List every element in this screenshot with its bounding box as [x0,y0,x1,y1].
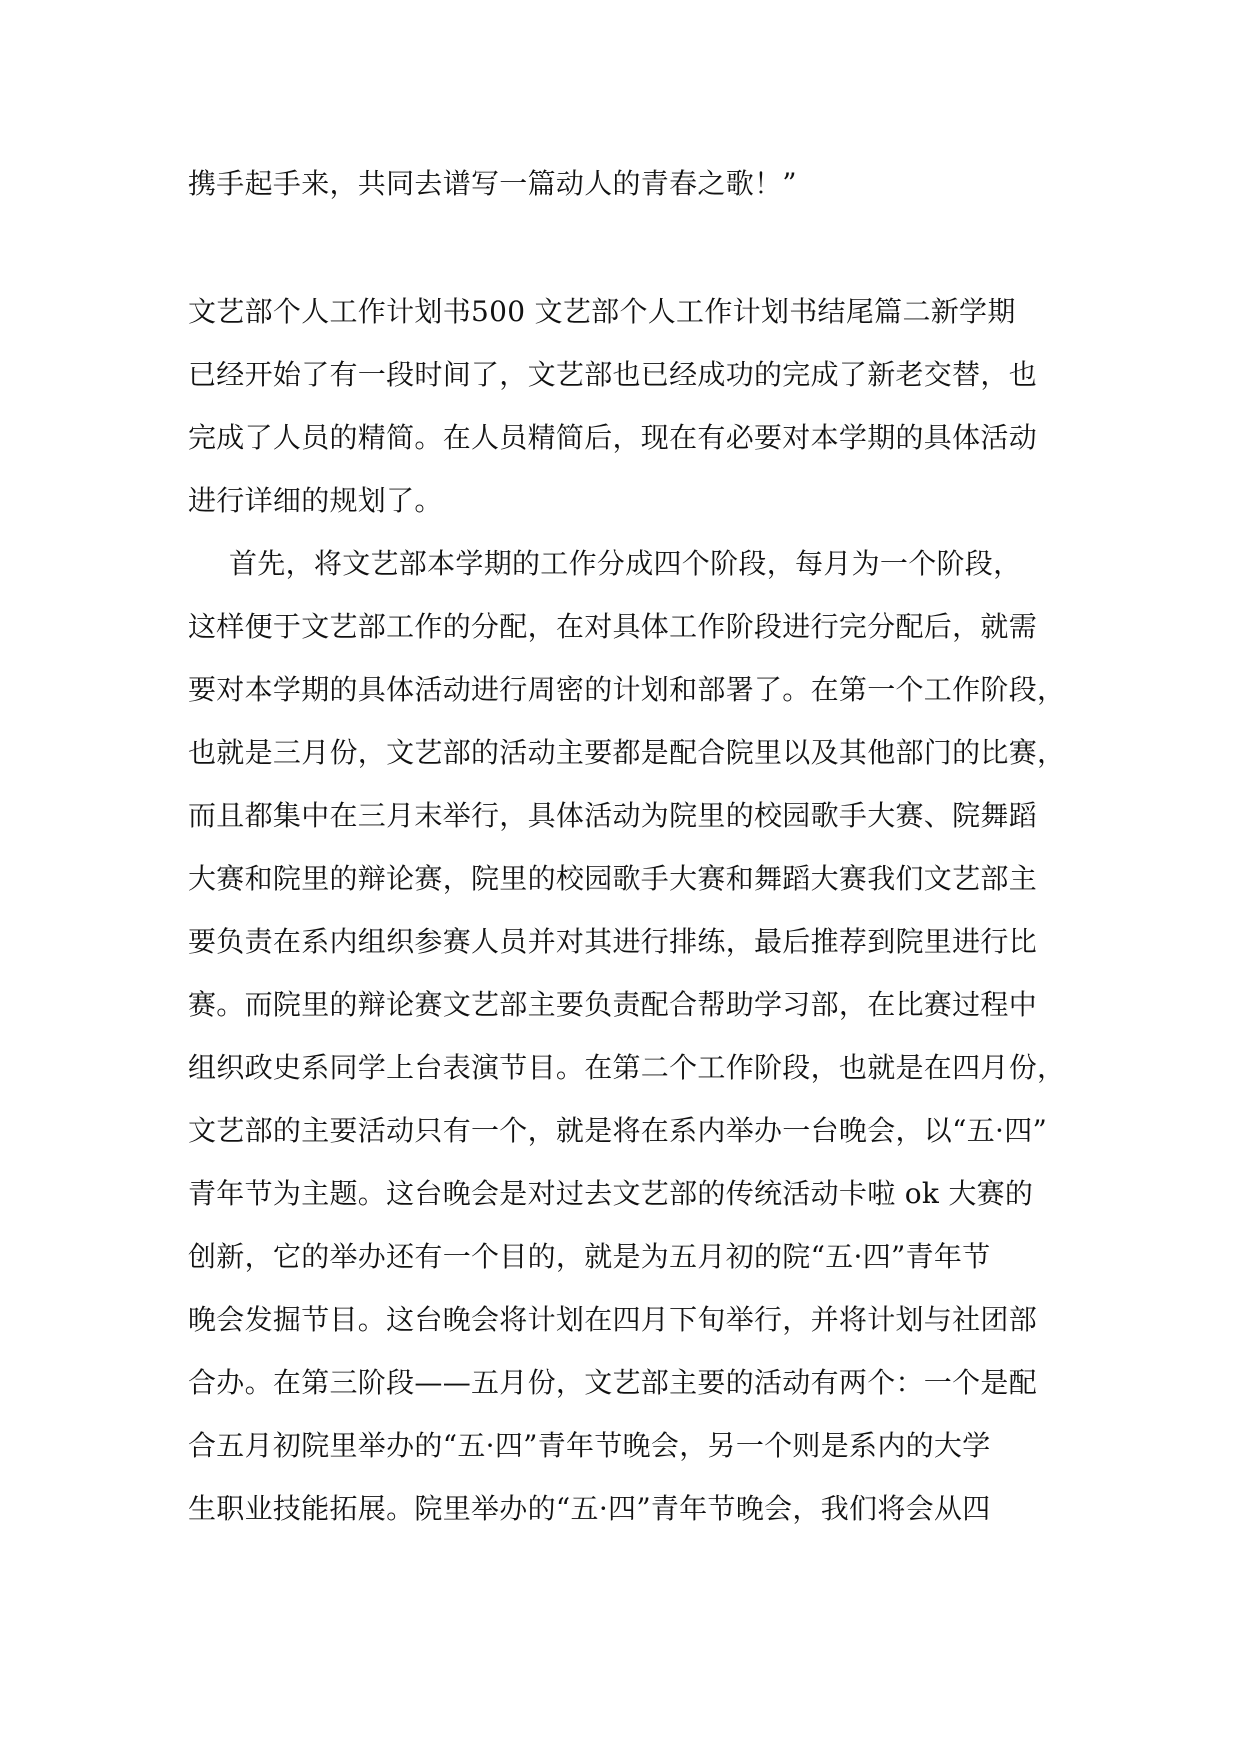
text-line: 首先，将文艺部本学期的工作分成四个阶段，每月为一个阶段， [229,547,1022,580]
text-line: 赛。而院里的辩论赛文艺部主要负责配合帮助学习部，在比赛过程中 [188,988,1038,1021]
text-line: 青年节为主题。这台晚会是对过去文艺部的传统活动卡啦 ok 大赛的 [188,1177,1034,1210]
text-line: 要负责在系内组织参赛人员并对其进行排练，最后推荐到院里进行比 [188,925,1038,958]
text-line: 这样便于文艺部工作的分配，在对具体工作阶段进行完分配后，就需 [188,610,1038,643]
text-line: 文艺部个人工作计划书500 文艺部个人工作计划书结尾篇二新学期 [188,295,1016,328]
text-line: 而且都集中在三月末举行，具体活动为院里的校园歌手大赛、院舞蹈 [188,799,1038,832]
text-line: 合五月初院里举办的“五·四”青年节晚会，另一个则是系内的大学 [188,1429,991,1462]
text-line: 文艺部的主要活动只有一个，就是将在系内举办一台晚会，以“五·四” [188,1114,1048,1147]
text-line: 大赛和院里的辩论赛，院里的校园歌手大赛和舞蹈大赛我们文艺部主 [188,862,1038,895]
text-line: 也就是三月份，文艺部的活动主要都是配合院里以及其他部门的比赛， [188,736,1066,769]
text-line: 要对本学期的具体活动进行周密的计划和部署了。在第一个工作阶段， [188,673,1066,706]
text-line: 组织政史系同学上台表演节目。在第二个工作阶段，也就是在四月份， [188,1051,1066,1084]
text-line: 晚会发掘节目。这台晚会将计划在四月下旬举行，并将计划与社团部 [188,1303,1038,1336]
text-line: 已经开始了有一段时间了，文艺部也已经成功的完成了新老交替，也 [188,358,1038,391]
text-line: 生职业技能拓展。院里举办的“五·四”青年节晚会，我们将会从四 [188,1492,991,1525]
text-line: 创新，它的举办还有一个目的，就是为五月初的院“五·四”青年节 [188,1240,991,1273]
text-line: 合办。在第三阶段——五月份，文艺部主要的活动有两个：一个是配 [188,1366,1038,1399]
text-line: 进行详细的规划了。 [188,484,443,517]
text-line: 携手起手来，共同去谱写一篇动人的青春之歌！” [188,167,797,200]
text-line: 完成了人员的精简。在人员精简后，现在有必要对本学期的具体活动 [188,421,1038,454]
